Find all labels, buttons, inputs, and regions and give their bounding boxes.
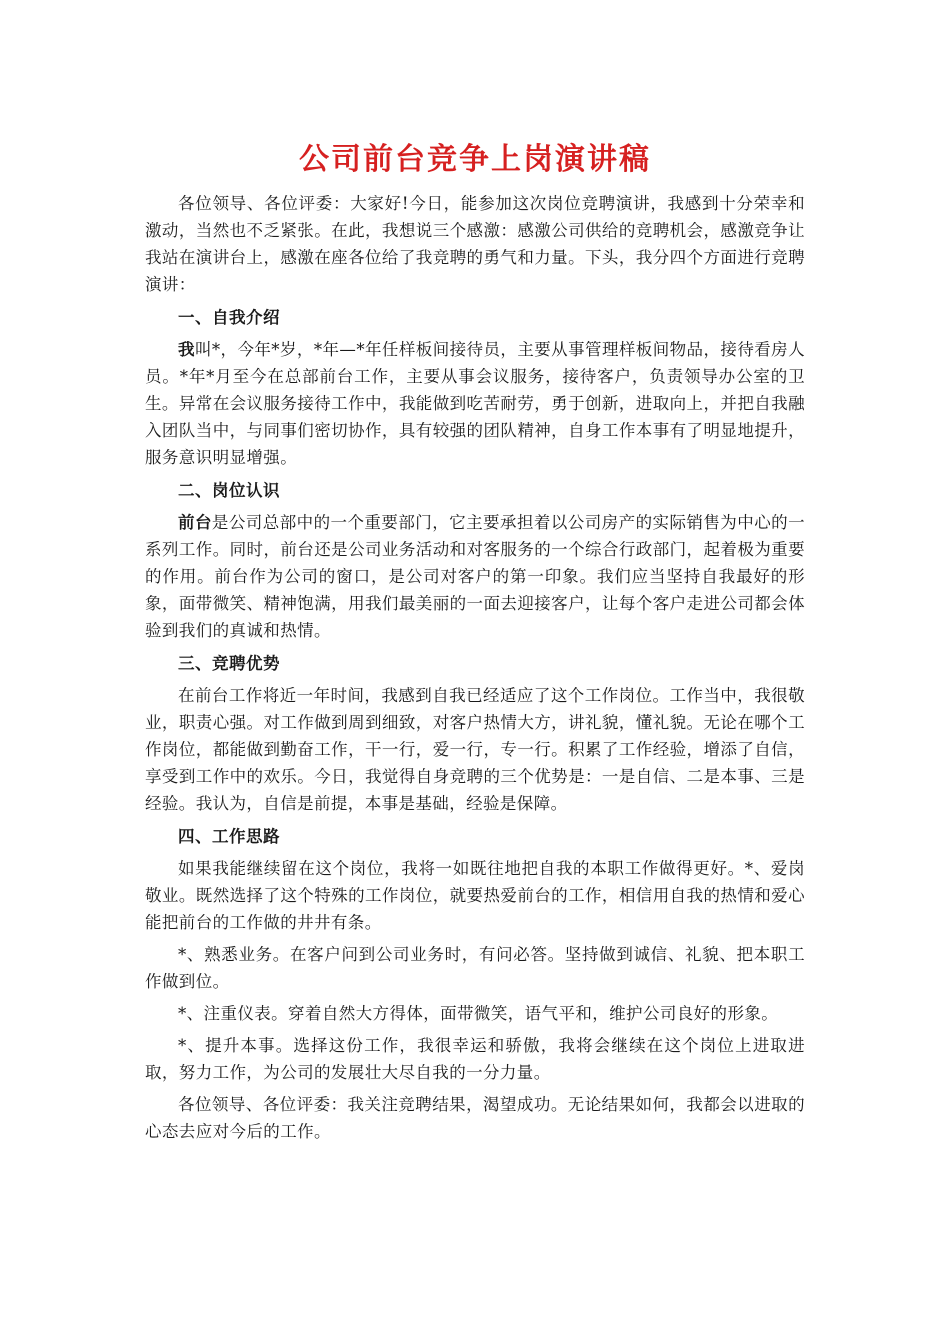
intro-paragraph: 各位领导、各位评委：大家好!今日，能参加这次岗位竞聘演讲，我感到十分荣幸和激动，当然也不乏紧张。在此，我想说三个感激：感激公司供给的竞聘机会，感激竞争让我站在演讲台上，感激在座各位给了我竞聘的勇气和力量。下头，我分四个方面进行竞聘演讲： [145, 194, 805, 294]
work-plan-paragraph: *、提升本事。选择这份工作，我很幸运和骄傲，我将会继续在这个岗位上进取进取，努力工作，为公司的发展壮大尽自我的一分力量。 [145, 1036, 805, 1082]
document-title: 公司前台竞争上岗演讲稿 [299, 142, 651, 177]
section-heading-position-understanding: 二、岗位认识 [178, 481, 280, 500]
position-understanding-paragraph [145, 509, 805, 644]
document-page [145, 140, 805, 1145]
section-heading-self-introduction: 一、自我介绍 [178, 308, 280, 327]
closing-paragraph: 各位领导、各位评委：我关注竞聘结果，渴望成功。无论结果如何，我都会以进取的心态去应对今后的工作。 [145, 1095, 805, 1141]
lead-word: 前台 [178, 513, 212, 532]
paragraph-body: 是公司总部中的一个重要部门，它主要承担着以公司房产的实际销售为中心的一系列工作。同时，前台还是公司业务活动和对客服务的一个综合行政部门，起着极为重要的作用。前台作为公司的窗口，是公司对客户的第一印象。我们应当坚持自我最好的形象，面带微笑、精神饱满，用我们最美丽的一面去迎接客户，让每个客户走进公司都会体验到我们的真诚和热情。 [145, 513, 805, 640]
section-heading-advantages: 三、竞聘优势 [178, 654, 280, 673]
lead-word: 我 [178, 340, 195, 359]
advantages-paragraph: 在前台工作将近一年时间，我感到自我已经适应了这个工作岗位。工作当中，我很敬业，职责心强。对工作做到周到细致，对客户热情大方，讲礼貌，懂礼貌。无论在哪个工作岗位，都能做到勤奋工作，干一行，爱一行，专一行。积累了工作经验，增添了自信，享受到工作中的欢乐。今日，我觉得自身竞聘的三个优势是：一是自信、二是本事、三是经验。我认为，自信是前提，本事是基础，经验是保障。 [145, 686, 805, 813]
self-introduction-paragraph [145, 336, 805, 471]
work-plan-paragraph: *、注重仪表。穿着自然大方得体，面带微笑，语气平和，维护公司良好的形象。 [178, 1004, 779, 1023]
section-heading-work-plan: 四、工作思路 [178, 827, 280, 846]
work-plan-paragraph: *、熟悉业务。在客户问到公司业务时，有问必答。坚持做到诚信、礼貌、把本职工作做到位。 [145, 945, 805, 991]
work-plan-paragraph: 如果我能继续留在这个岗位，我将一如既往地把自我的本职工作做得更好。*、爱岗敬业。既然选择了这个特殊的工作岗位，就要热爱前台的工作，相信用自我的热情和爱心能把前台的工作做的井井有条。 [145, 859, 805, 932]
paragraph-body: 叫*，今年*岁，*年—*年任样板间接待员，主要从事管理样板间物品，接待看房人员。*年*月至今在总部前台工作，主要从事会议服务，接待客户，负责领导办公室的卫生。异常在会议服务接待工作中，我能做到吃苦耐劳，勇于创新，进取向上，并把自我融入团队当中，与同事们密切协作，具有较强的团队精神，自身工作本事有了明显地提升，服务意识明显增强。 [145, 340, 806, 467]
